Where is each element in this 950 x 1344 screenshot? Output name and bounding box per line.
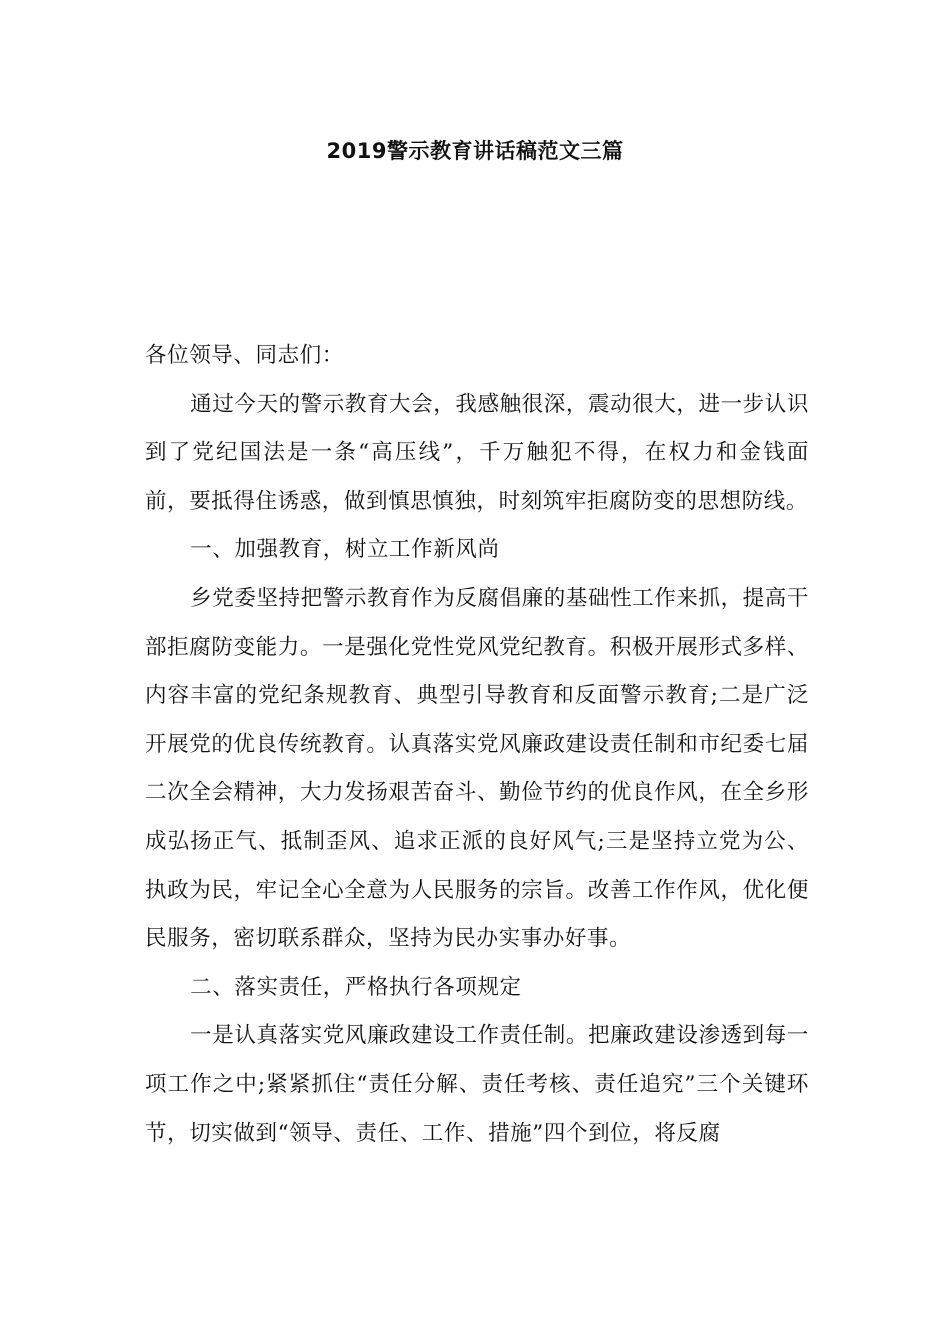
paragraph-section-1: 乡党委坚持把警示教育作为反腐倡廉的基础性工作来抓，提高干部拒腐防变能力。一是强化党性党风党纪教育。积极开展形式多样、内容丰富的党纪条规教育、典型引导教育和反面警示教育;二是广泛开展党的优良传统教育。认真落实党风廉政建设责任制和市纪委七届二次全会精神，大力发扬艰苦奋斗、勤俭节约的优良作风，在全乡形成弘扬正气、抵制歪风、追求正派的良好风气;三是坚持立党为公、执政为民，牢记全心全意为人民服务的宗旨。改善工作作风，优化便民服务，密切联系群众，坚持为民办实事办好事。 <box>145 585 809 952</box>
section-heading-2: 二、落实责任，严格执行各项规定 <box>190 974 522 1000</box>
section-heading-1: 一、加强教育，树立工作新风尚 <box>190 537 500 563</box>
document-body <box>145 332 809 1158</box>
document-title: 2019警示教育讲话稿范文三篇 <box>326 139 624 163</box>
salutation: 各位领导、同志们： <box>145 343 344 368</box>
paragraph-intro: 通过今天的警示教育大会，我感触很深，震动很大，进一步认识到了党纪国法是一条“高压线”，千万触犯不得，在权力和金钱面前，要抵得住诱惑，做到慎思慎独，时刻筑牢拒腐防变的思想防线。 <box>145 391 809 514</box>
paragraph-section-2: 一是认真落实党风廉政建设工作责任制。把廉政建设渗透到每一项工作之中;紧紧抓住“责任分解、责任考核、责任追究”三个关键环节，切实做到“领导、责任、工作、措施”四个到位，将反腐 <box>145 1023 809 1146</box>
